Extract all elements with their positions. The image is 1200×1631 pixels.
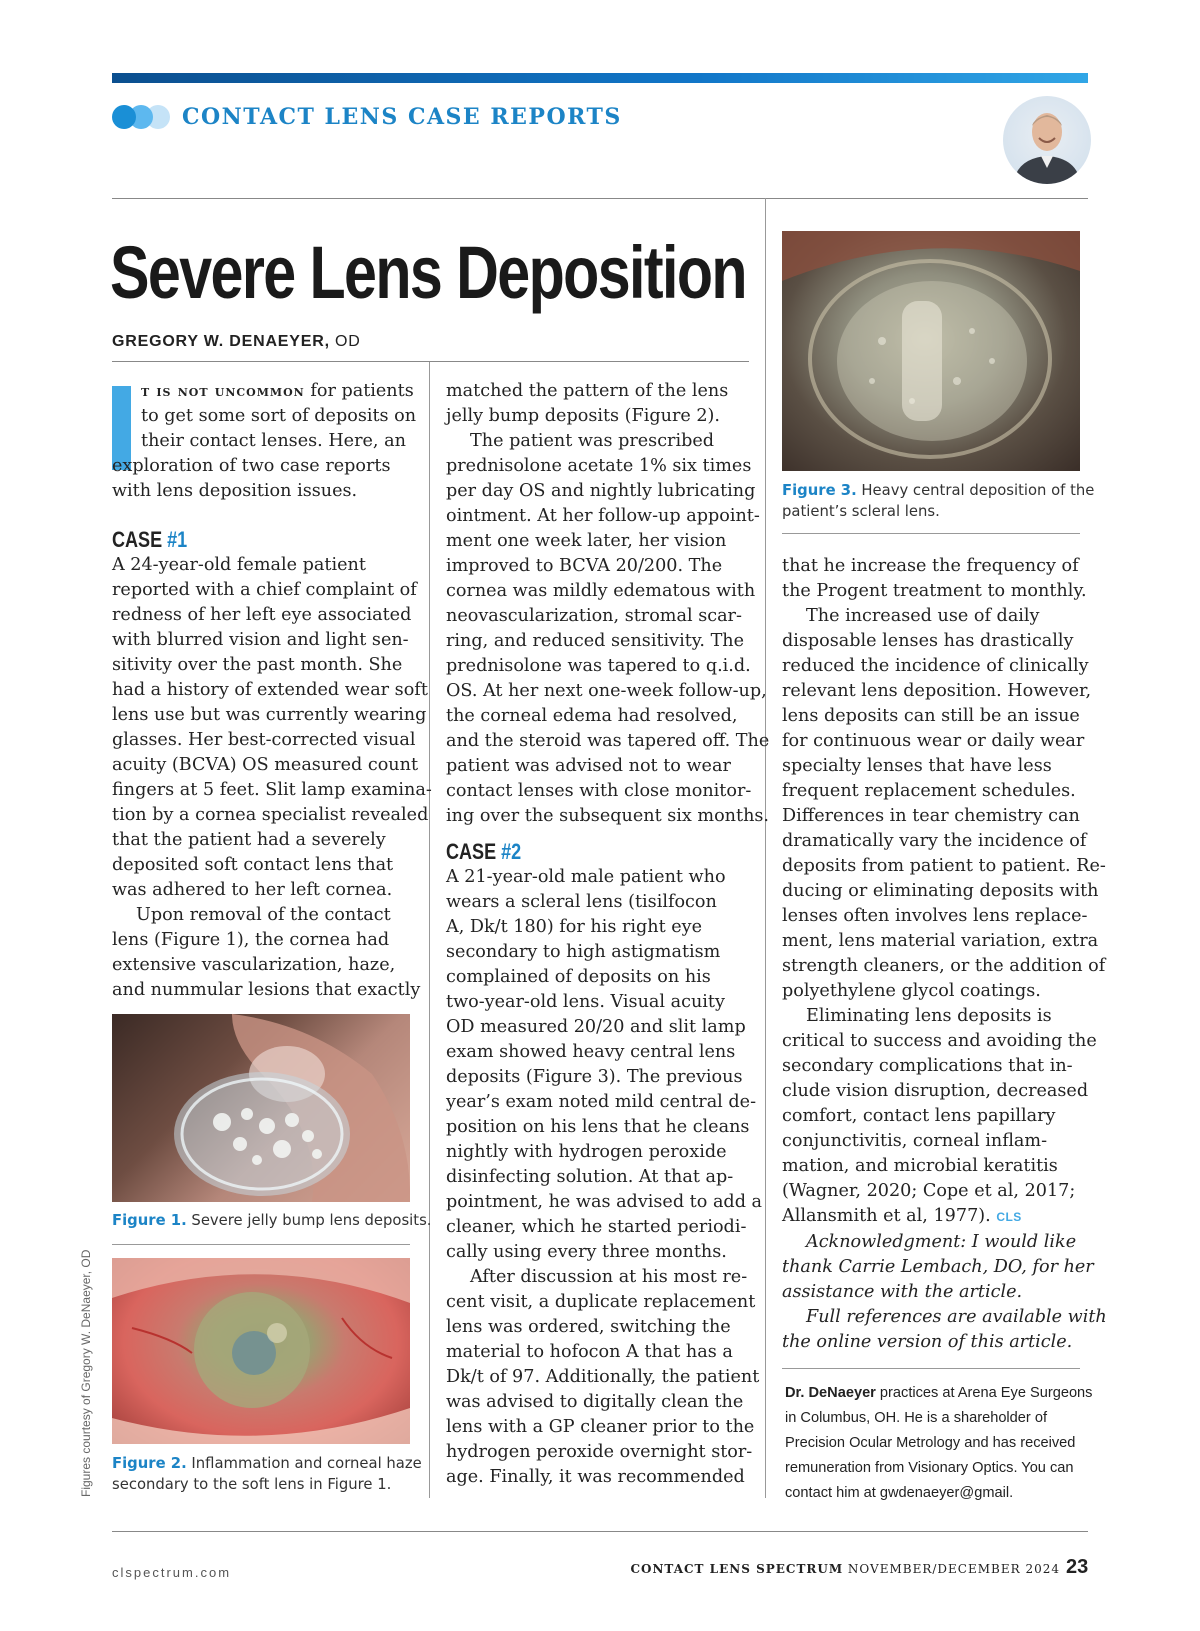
text-line: wears a scleral lens (tisilfocon bbox=[446, 892, 717, 912]
text-line: exam showed heavy central lens bbox=[446, 1042, 736, 1062]
bio-name: Dr. DeNaeyer bbox=[785, 1385, 876, 1401]
text-line: was adhered to her left cornea. bbox=[112, 880, 393, 900]
figure-1-caption: Figure 1. Severe jelly bump lens deposits. bbox=[112, 1212, 432, 1229]
text-line: dramatically vary the incidence of bbox=[782, 831, 1087, 851]
text-line: prednisolone was tapered to q.i.d. bbox=[446, 656, 751, 676]
text-line: extensive vascularization, haze, bbox=[112, 955, 396, 975]
figure-3-caption: Figure 3. Heavy central deposition of the patient’s scleral lens. bbox=[782, 482, 1095, 520]
byline bbox=[112, 333, 361, 351]
figure-divider bbox=[112, 1244, 410, 1245]
text-line: deposits from patient to patient. Re- bbox=[782, 856, 1106, 876]
figure-2-caption: Figure 2. Inflammation and corneal haze secondary to the soft lens in Figure 1. bbox=[112, 1455, 422, 1493]
text-line: jelly bump deposits (Figure 2). bbox=[446, 406, 721, 426]
text-line: nightly with hydrogen peroxide bbox=[446, 1142, 727, 1162]
text-line: age. Finally, it was recommended bbox=[446, 1467, 745, 1487]
text-line: The patient was prescribed bbox=[470, 431, 715, 451]
text-line: redness of her left eye associated bbox=[112, 605, 412, 625]
paragraph bbox=[782, 604, 1107, 1004]
text-line: for continuous wear or daily wear bbox=[782, 731, 1085, 751]
paragraph bbox=[112, 903, 432, 1003]
text-line: pointment, he was advised to add a bbox=[446, 1192, 763, 1212]
text-line: acuity (BCVA) OS measured count bbox=[112, 755, 419, 775]
text-line: per day OS and nightly lubricating bbox=[446, 481, 756, 501]
text-line: two-year-old lens. Visual acuity bbox=[446, 992, 725, 1012]
text-line: A 21-year-old male patient who bbox=[446, 867, 726, 887]
text-line: Differences in tear chemistry can bbox=[782, 806, 1080, 826]
intro-paragraph-end: exploration of two case reports with lens deposition issues. bbox=[112, 456, 391, 501]
text-line: ointment. At her follow-up appoint- bbox=[446, 506, 760, 526]
text-line: year’s exam noted mild central de- bbox=[446, 1092, 757, 1112]
paragraph bbox=[782, 554, 1107, 604]
text-line: fingers at 5 feet. Slit lamp examina- bbox=[112, 780, 432, 800]
text-line: and the steroid was tapered off. The bbox=[446, 731, 770, 751]
intro-paragraph: t is not uncommon for patients to get some sort of deposits on their contact lenses. Here, an bbox=[141, 381, 417, 451]
paragraph bbox=[782, 1305, 1107, 1355]
footer-issue: CONTACT LENS SPECTRUM NOVEMBER/DECEMBER 2024 bbox=[630, 1562, 1060, 1576]
text-line: deposited soft contact lens that bbox=[112, 855, 394, 875]
text-line: After discussion at his most re- bbox=[470, 1267, 748, 1287]
text-line: was advised to digitally clean the bbox=[446, 1392, 744, 1412]
text-line: had a history of extended wear soft bbox=[112, 680, 428, 700]
text-line: disinfecting solution. At that ap- bbox=[446, 1167, 734, 1187]
case1-heading: CASE #1 bbox=[112, 527, 188, 552]
paragraph bbox=[782, 1230, 1107, 1305]
text-line: clude vision disruption, decreased bbox=[782, 1081, 1089, 1101]
paragraph bbox=[446, 429, 769, 829]
text-line: lens deposits can still be an issue bbox=[782, 706, 1080, 726]
section-dots-icon bbox=[112, 103, 174, 131]
text-line: ring, and reduced sensitivity. The bbox=[446, 631, 745, 651]
column-2 bbox=[446, 379, 769, 1490]
figure-1-image bbox=[112, 1014, 410, 1202]
text-line: neovascularization, stromal scar- bbox=[446, 606, 742, 626]
text-line: cally using every three months. bbox=[446, 1242, 727, 1262]
text-line: A 24-year-old female patient bbox=[112, 555, 366, 575]
author-portrait-icon bbox=[1003, 96, 1091, 184]
text-line: OS. At her next one-week follow-up, bbox=[446, 681, 767, 701]
text-line: lenses often involves lens replace- bbox=[782, 906, 1088, 926]
author-degree: OD bbox=[329, 333, 361, 350]
text-line: patient was advised not to wear bbox=[446, 756, 731, 776]
text-line: lens with a GP cleaner prior to the bbox=[446, 1417, 755, 1437]
text-line: tion by a cornea specialist revealed bbox=[112, 805, 429, 825]
byline-rule bbox=[112, 361, 749, 362]
text-line: prednisolone acetate 1% six times bbox=[446, 456, 752, 476]
text-line: strength cleaners, or the addition of bbox=[782, 956, 1106, 976]
column-3: that he increase the frequency of the Progent treatment to monthly. The increased use of daily disposable lenses has drastically reduced the incidence of clinically relevant lens deposition. However, lens deposits can still be an issue for continuous wear or daily wear specialty lenses that have less frequent replacement schedules. Differences in tear chemistry can dramatically vary the incidence of deposits from patient to patient. Re- ducing or eliminating deposits with lenses often involves lens replace- ment, lens material variation, extra strength cleaners, or the addition of polyethylene glycol coatings. Eliminating lens deposits is critical to success and avoiding the secondary complications that in- clude vision disruption, decreased comfort, contact lens papillary conjunctivitis, corneal inflam- mation, and microbial keratitis (Wagner, 2020; Cope et al, 2017; Allansmith et al, 1977). CLS Acknowledgment: I would like thank Carrie Lembach, DO, for her assistance with the article. Full references are available with the online version of this article. bbox=[782, 554, 1107, 1355]
text-line: matched the pattern of the lens bbox=[446, 381, 729, 401]
text-line: A, Dk/t 180) for his right eye bbox=[446, 917, 703, 937]
text-line: glasses. Her best-corrected visual bbox=[112, 730, 416, 750]
text-line: OD measured 20/20 and slit lamp bbox=[446, 1017, 746, 1037]
text-line: relevant lens deposition. However, bbox=[782, 681, 1092, 701]
footer-website: clspectrum.com bbox=[112, 1565, 232, 1580]
magazine-name: CONTACT LENS SPECTRUM bbox=[630, 1562, 844, 1576]
text-line: polyethylene glycol coatings. bbox=[782, 981, 1041, 1001]
bio-divider bbox=[782, 1368, 1080, 1369]
text-line: secondary complications that in- bbox=[782, 1056, 1073, 1076]
lead-in: t is not uncommon bbox=[141, 382, 305, 400]
text-line: secondary to high astigmatism bbox=[446, 942, 721, 962]
text-line: The increased use of daily bbox=[806, 606, 1040, 626]
text-line: disposable lenses has drastically bbox=[782, 631, 1074, 651]
text-line: specialty lenses that have less bbox=[782, 756, 1052, 776]
text-line: lens use but was currently wearing bbox=[112, 705, 427, 725]
text-line: lens was ordered, switching the bbox=[446, 1317, 731, 1337]
text-line: that he increase the frequency of bbox=[782, 556, 1079, 576]
paragraph bbox=[446, 379, 769, 429]
cls-end-mark: CLS bbox=[996, 1210, 1022, 1224]
figure-divider bbox=[782, 533, 1080, 534]
text-line: reported with a chief complaint of bbox=[112, 580, 417, 600]
text-line: that the patient had a severely bbox=[112, 830, 386, 850]
text-line: with blurred vision and light sen- bbox=[112, 630, 409, 650]
text-line: contact lenses with close monitor- bbox=[446, 781, 752, 801]
text-line: thank Carrie Lembach, DO, for her bbox=[782, 1257, 1094, 1277]
text-line: sitivity over the past month. She bbox=[112, 655, 403, 675]
text-line: ment one week later, her vision bbox=[446, 531, 727, 551]
footer-rule bbox=[112, 1531, 1088, 1532]
figure-2-image bbox=[112, 1258, 410, 1444]
text-line: the online version of this article. bbox=[782, 1332, 1073, 1352]
text-line: lens (Figure 1), the cornea had bbox=[112, 930, 390, 950]
text-line: and nummular lesions that exactly bbox=[112, 980, 421, 1000]
text-line: assistance with the article. bbox=[782, 1282, 1023, 1302]
text-line: hydrogen peroxide overnight stor- bbox=[446, 1442, 753, 1462]
text-line: critical to success and avoiding the bbox=[782, 1031, 1097, 1051]
text-line: frequent replacement schedules. bbox=[782, 781, 1076, 801]
text-line: cent visit, a duplicate replacement bbox=[446, 1292, 756, 1312]
text-line: (Wagner, 2020; Cope et al, 2017; bbox=[782, 1181, 1076, 1201]
text-line: Dk/t of 97. Additionally, the patient bbox=[446, 1367, 760, 1387]
case1-section bbox=[112, 527, 432, 1003]
section-title: CONTACT LENS CASE REPORTS bbox=[182, 104, 622, 130]
article-title: Severe Lens Deposition bbox=[110, 231, 746, 314]
text-line: cleaner, which he started periodi- bbox=[446, 1217, 747, 1237]
figure-credit: Figures courtesy of Gregory W. DeNaeyer, OD bbox=[79, 1249, 93, 1497]
text-line: cornea was mildly edematous with bbox=[446, 581, 756, 601]
text-line: deposits (Figure 3). The previous bbox=[446, 1067, 743, 1087]
text-line: reduced the incidence of clinically bbox=[782, 656, 1089, 676]
text-line: ment, lens material variation, extra bbox=[782, 931, 1099, 951]
text-line: Full references are available with bbox=[806, 1307, 1107, 1327]
text-line: ducing or eliminating deposits with bbox=[782, 881, 1099, 901]
page-number: 23 bbox=[1066, 1556, 1089, 1578]
paragraph bbox=[446, 865, 769, 1265]
text-line: Upon removal of the contact bbox=[136, 905, 391, 925]
text-line: complained of deposits on his bbox=[446, 967, 711, 987]
paragraph bbox=[112, 553, 432, 903]
header-color-bar bbox=[112, 73, 1088, 83]
text-line: Acknowledgment: I would like bbox=[806, 1232, 1077, 1252]
text-line: comfort, contact lens papillary bbox=[782, 1106, 1056, 1126]
text-line: the corneal edema had resolved, bbox=[446, 706, 738, 726]
figure-3-image bbox=[782, 231, 1080, 471]
text-line: Eliminating lens deposits is bbox=[806, 1006, 1052, 1026]
text-line: conjunctivitis, corneal inflam- bbox=[782, 1131, 1048, 1151]
author-bio: Dr. DeNaeyer practices at Arena Eye Surgeons in Columbus, OH. He is a shareholder of Precision Ocular Metrology and has received remuneration from Visionary Optics. You can contact him at gwdenaeyer@gmail. bbox=[785, 1385, 1093, 1501]
top-rule bbox=[112, 198, 1088, 199]
text-line: the Progent treatment to monthly. bbox=[782, 581, 1087, 601]
section-header bbox=[112, 100, 622, 134]
text-line: mation, and microbial keratitis bbox=[782, 1156, 1058, 1176]
text-line: position on his lens that he cleans bbox=[446, 1117, 750, 1137]
text-line: improved to BCVA 20/200. The bbox=[446, 556, 723, 576]
case2-heading: CASE #2 bbox=[446, 839, 522, 864]
text-line: ing over the subsequent six months. bbox=[446, 806, 770, 826]
paragraph bbox=[446, 1265, 769, 1490]
text-line: material to hofocon A that has a bbox=[446, 1342, 733, 1362]
author-name: GREGORY W. DENAEYER, bbox=[112, 333, 330, 350]
paragraph bbox=[782, 1004, 1107, 1204]
